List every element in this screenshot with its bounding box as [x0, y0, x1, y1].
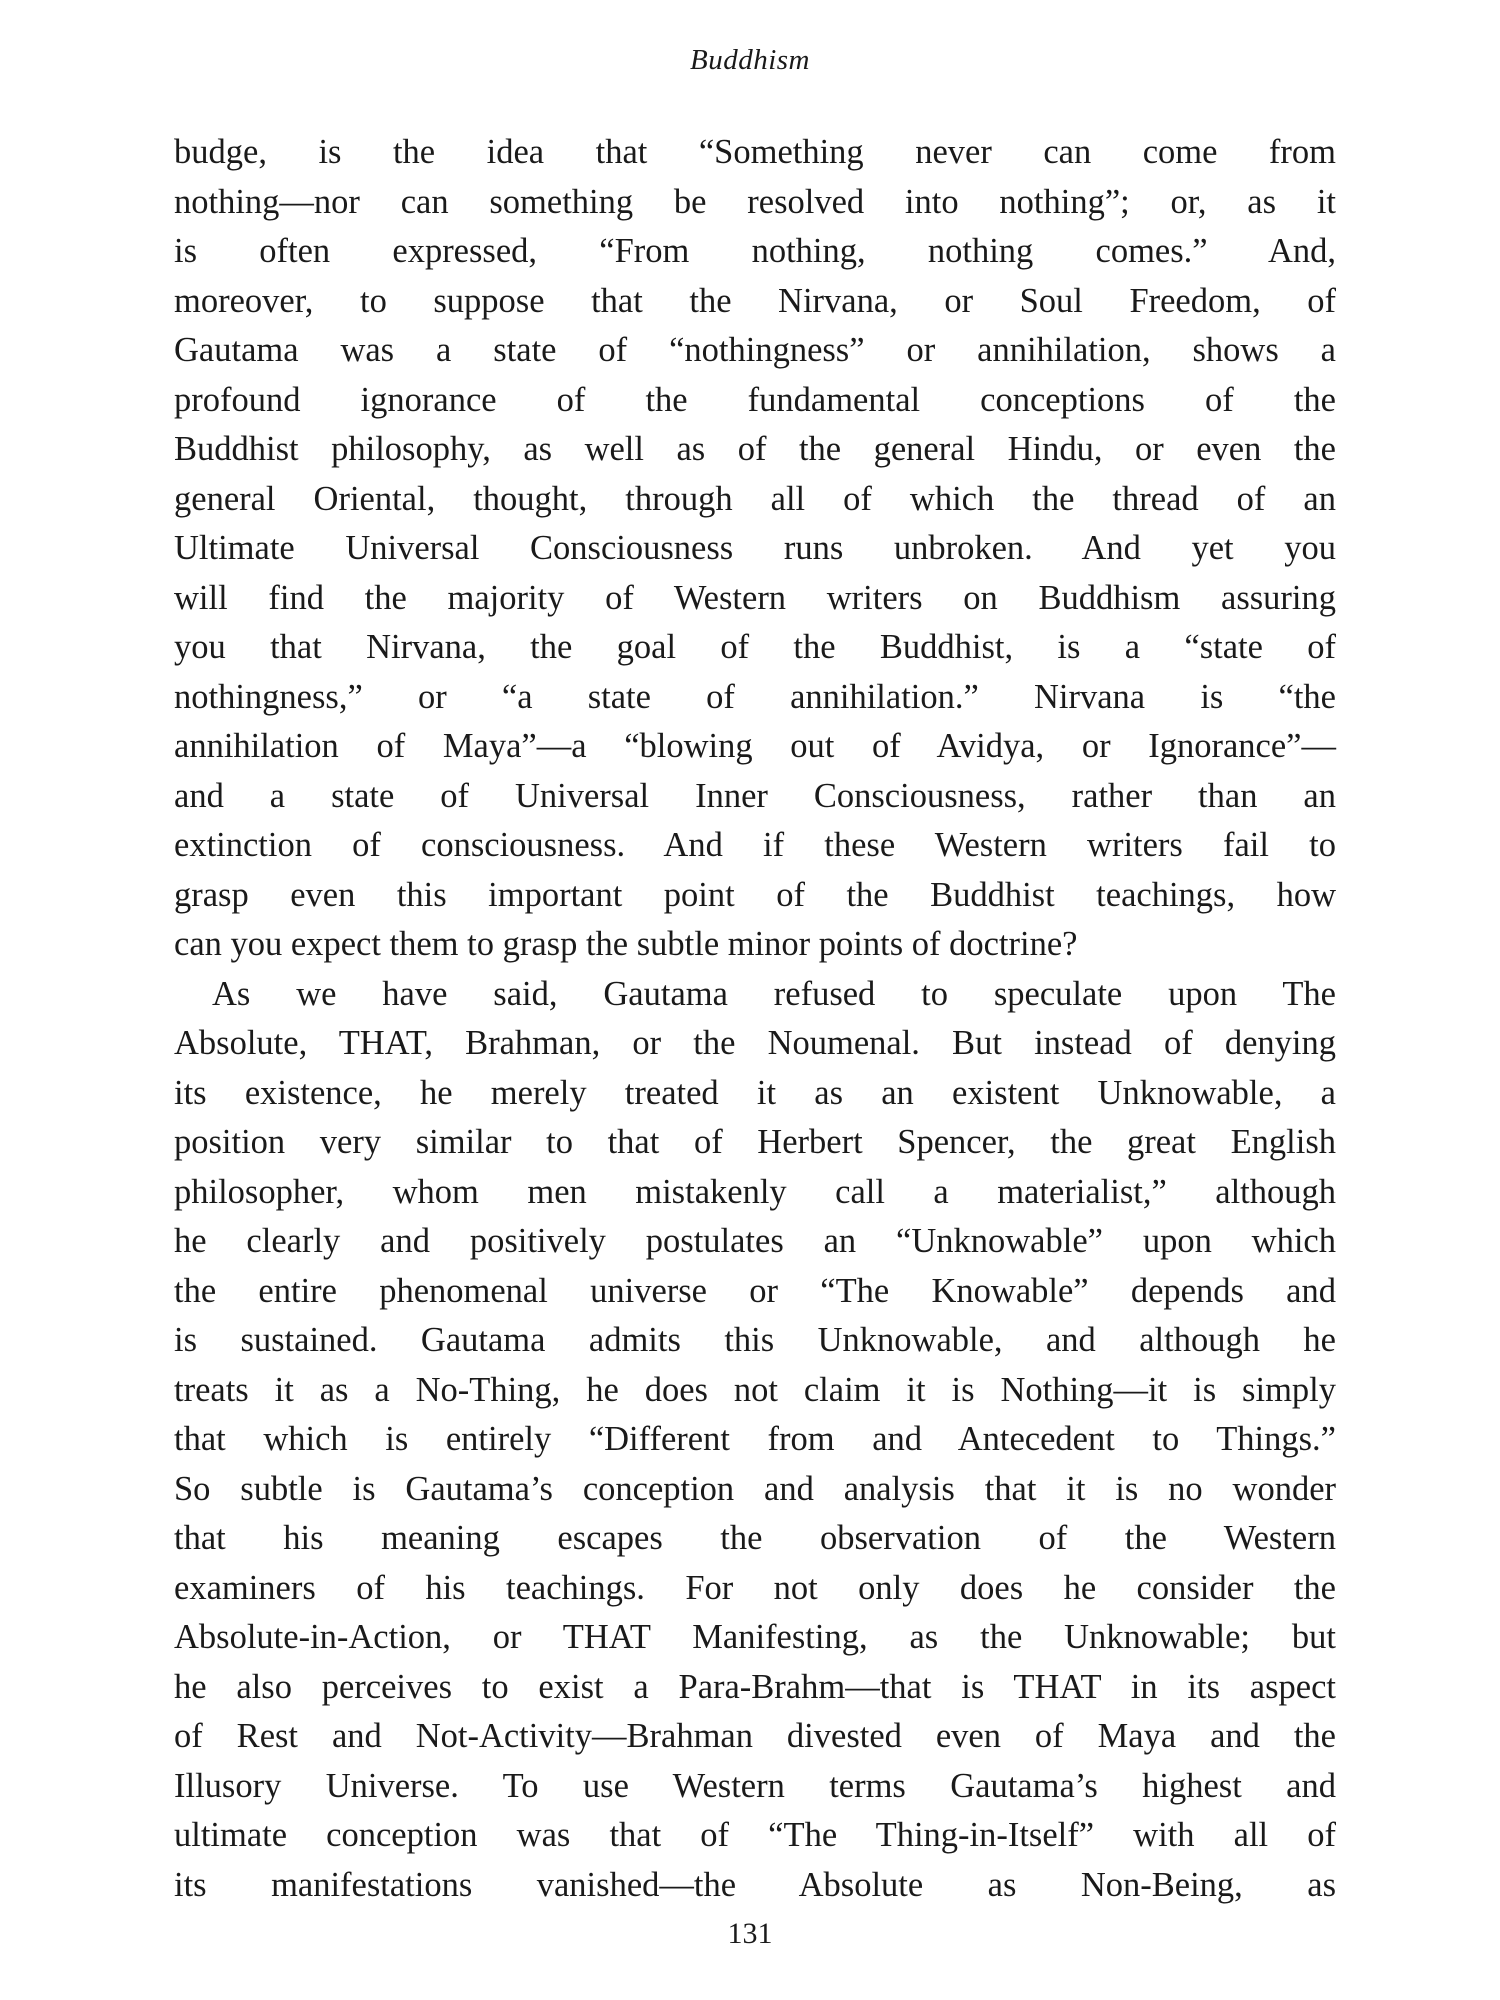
text-line: will find the majority of Western writers on Buddhism assuring: [174, 578, 1336, 617]
page-number: 131: [727, 1917, 773, 1950]
text-line: is sustained. Gautama admits this Unknowable, and although he: [174, 1321, 1336, 1359]
text-line: grasp even this important point of the Buddhist teachings, how: [174, 875, 1336, 914]
text-line: of Rest and Not-Activity—Brahman divested even of Maya and the: [174, 1717, 1336, 1755]
text-line: examiners of his teachings. For not only does he consider the: [174, 1568, 1336, 1607]
text-line: and a state of Universal Inner Consciousness, rather than an: [174, 776, 1336, 815]
text-line: is often expressed, “From nothing, nothing comes.” And,: [174, 232, 1336, 270]
text-line: Ultimate Universal Consciousness runs unbroken. And yet you: [174, 529, 1336, 567]
text-line: general Oriental, thought, through all of which the thread of an: [174, 479, 1336, 518]
text-line: he clearly and positively postulates an “Unknowable” upon which: [174, 1222, 1336, 1260]
text-line: the entire phenomenal universe or “The Knowable” depends and: [174, 1271, 1336, 1310]
running-head: Buddhism: [690, 44, 810, 76]
text-line: Absolute-in-Action, or THAT Manifesting, as the Unknowable; but: [174, 1618, 1336, 1656]
text-line: nothingness,” or “a state of annihilation.” Nirvana is “the: [174, 677, 1336, 716]
text-line: Buddhist philosophy, as well as of the general Hindu, or even the: [174, 430, 1336, 468]
text-line: Absolute, THAT, Brahman, or the Noumenal. But instead of denying: [174, 1024, 1336, 1062]
text-line: So subtle is Gautama’s conception and analysis that it is no wonder: [174, 1469, 1336, 1508]
text-line: moreover, to suppose that the Nirvana, or Soul Freedom, of: [174, 281, 1336, 320]
text-line: extinction of consciousness. And if these Western writers fail to: [174, 826, 1336, 864]
text-line: that his meaning escapes the observation of the Western: [174, 1519, 1336, 1557]
text-line: nothing—nor can something be resolved into nothing”; or, as it: [174, 182, 1336, 221]
text-line: As we have said, Gautama refused to speculate upon The: [212, 974, 1336, 1013]
text-line: Illusory Universe. To use Western terms Gautama’s highest and: [174, 1766, 1336, 1805]
text-line: position very similar to that of Herbert Spencer, the great English: [174, 1123, 1336, 1161]
text-line: annihilation of Maya”—a “blowing out of Avidya, or Ignorance”—: [174, 727, 1336, 765]
text-line: you that Nirvana, the goal of the Buddhist, is a “state of: [174, 628, 1336, 666]
body-text: [174, 128, 1336, 1910]
text-line: budge, is the idea that “Something never can come from: [174, 133, 1336, 171]
text-line: can you expect them to grasp the subtle minor points of doctrine?: [174, 925, 1078, 963]
text-line: its manifestations vanished—the Absolute as Non-Being, as: [174, 1865, 1336, 1904]
text-line: he also perceives to exist a Para-Brahm—that is THAT in its aspect: [174, 1667, 1336, 1706]
text-line: profound ignorance of the fundamental conceptions of the: [174, 380, 1336, 419]
text-line: treats it as a No-Thing, he does not claim it is Nothing—it is simply: [174, 1370, 1336, 1409]
text-line: philosopher, whom men mistakenly call a materialist,” although: [174, 1172, 1336, 1211]
text-line: ultimate conception was that of “The Thing-in-Itself” with all of: [174, 1816, 1336, 1854]
text-line: Gautama was a state of “nothingness” or annihilation, shows a: [174, 331, 1336, 369]
text-line: its existence, he merely treated it as an existent Unknowable, a: [174, 1073, 1336, 1112]
text-line: that which is entirely “Different from and Antecedent to Things.”: [174, 1420, 1336, 1458]
